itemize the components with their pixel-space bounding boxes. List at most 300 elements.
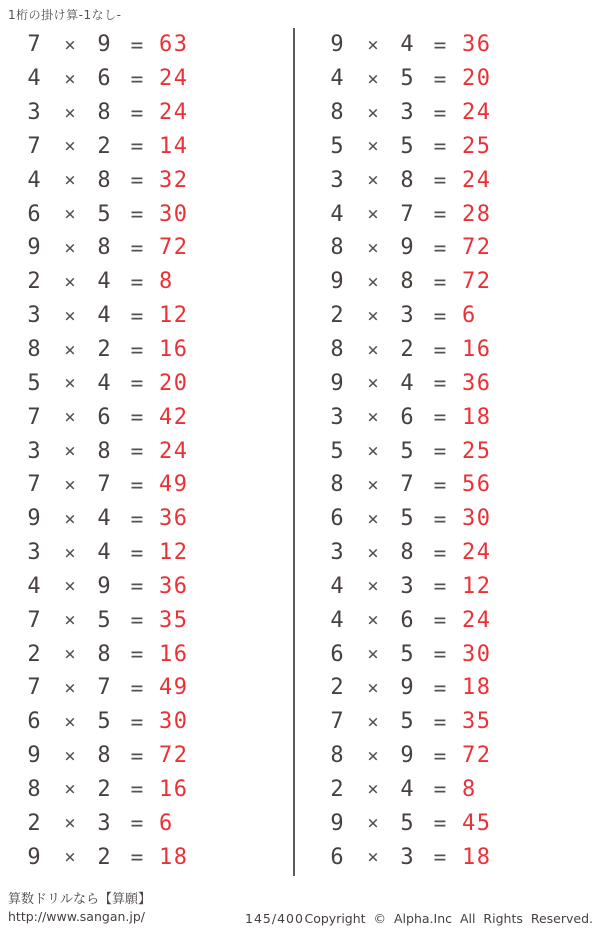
problem-row	[0, 536, 290, 570]
operand-2: 9	[97, 573, 111, 599]
answer: 16	[159, 776, 189, 802]
equals-sign: =	[433, 405, 447, 430]
equals-sign: =	[130, 405, 144, 430]
times-icon: ×	[367, 406, 379, 429]
problem-row	[0, 637, 290, 671]
equals-sign: =	[433, 845, 447, 870]
answer: 72	[159, 743, 189, 769]
operand-1: 8	[330, 337, 344, 363]
operand-1: 2	[27, 269, 41, 295]
equals-sign: =	[130, 811, 144, 836]
equals-sign: =	[130, 675, 144, 700]
operand-1: 6	[330, 641, 344, 667]
operand-1: 9	[330, 370, 344, 396]
operand-2: 4	[97, 370, 111, 396]
problem-row	[303, 671, 593, 705]
times-icon: ×	[367, 812, 379, 835]
operand-2: 4	[400, 32, 414, 58]
operand-2: 7	[97, 472, 111, 498]
equals-sign: =	[433, 371, 447, 396]
problem-row	[303, 705, 593, 739]
answer: 24	[159, 100, 189, 126]
operand-2: 8	[97, 167, 111, 193]
times-icon: ×	[367, 338, 379, 361]
answer: 36	[462, 370, 492, 396]
times-icon: ×	[64, 473, 76, 496]
problem-row	[0, 130, 290, 164]
operand-1: 9	[27, 235, 41, 261]
times-icon: ×	[367, 372, 379, 395]
equals-sign: =	[433, 337, 447, 362]
times-icon: ×	[64, 270, 76, 293]
answer: 18	[462, 844, 492, 870]
problem-row	[303, 536, 593, 570]
problem-row	[303, 366, 593, 400]
problem-row	[303, 806, 593, 840]
equals-sign: =	[130, 100, 144, 125]
equals-sign: =	[433, 269, 447, 294]
footer-site-name: 算数ドリルなら【算願】	[8, 892, 152, 907]
times-icon: ×	[367, 67, 379, 90]
operand-2: 3	[400, 573, 414, 599]
answer: 8	[159, 269, 174, 295]
operand-2: 6	[97, 404, 111, 430]
equals-sign: =	[130, 845, 144, 870]
operand-2: 5	[97, 607, 111, 633]
answer: 25	[462, 438, 492, 464]
equals-sign: =	[130, 540, 144, 565]
operand-1: 7	[27, 675, 41, 701]
operand-2: 3	[400, 844, 414, 870]
problem-row	[0, 299, 290, 333]
operand-1: 7	[330, 709, 344, 735]
operand-2: 5	[400, 641, 414, 667]
operand-1: 2	[330, 776, 344, 802]
equals-sign: =	[130, 303, 144, 328]
operand-2: 3	[97, 810, 111, 836]
operand-2: 8	[400, 269, 414, 295]
operand-2: 8	[97, 438, 111, 464]
answer: 12	[159, 540, 189, 566]
footer-copyright: Copyright © Alpha.Inc All Rights Reserved.	[304, 911, 593, 926]
operand-2: 8	[400, 167, 414, 193]
problem-row	[303, 231, 593, 265]
times-icon: ×	[367, 507, 379, 530]
answer: 20	[159, 370, 189, 396]
problem-row	[303, 163, 593, 197]
operand-2: 8	[97, 641, 111, 667]
answer: 24	[462, 100, 492, 126]
equals-sign: =	[433, 709, 447, 734]
operand-1: 4	[330, 66, 344, 92]
answer: 36	[159, 573, 189, 599]
times-icon: ×	[64, 372, 76, 395]
operand-1: 9	[330, 269, 344, 295]
operand-1: 4	[27, 167, 41, 193]
operand-2: 4	[97, 303, 111, 329]
operand-2: 5	[400, 133, 414, 159]
problem-row	[0, 468, 290, 502]
times-icon: ×	[64, 541, 76, 564]
operand-2: 4	[400, 370, 414, 396]
times-icon: ×	[64, 236, 76, 259]
answer: 24	[462, 607, 492, 633]
operand-1: 9	[27, 844, 41, 870]
operand-1: 3	[27, 100, 41, 126]
equals-sign: =	[433, 777, 447, 802]
problem-row	[0, 62, 290, 96]
times-icon: ×	[64, 575, 76, 598]
problem-row	[303, 502, 593, 536]
problem-row	[0, 603, 290, 637]
answer: 30	[159, 201, 189, 227]
operand-1: 4	[27, 573, 41, 599]
operand-2: 9	[400, 675, 414, 701]
operand-1: 3	[330, 540, 344, 566]
operand-2: 9	[400, 743, 414, 769]
problem-row	[303, 197, 593, 231]
problem-row	[303, 434, 593, 468]
problem-row	[0, 502, 290, 536]
times-icon: ×	[367, 473, 379, 496]
equals-sign: =	[130, 66, 144, 91]
operand-1: 5	[330, 438, 344, 464]
equals-sign: =	[130, 709, 144, 734]
times-icon: ×	[64, 338, 76, 361]
page-title: 1桁の掛け算-1なし-	[8, 8, 122, 22]
operand-2: 9	[400, 235, 414, 261]
times-icon: ×	[367, 710, 379, 733]
answer: 12	[159, 303, 189, 329]
operand-1: 3	[330, 167, 344, 193]
answer: 42	[159, 404, 189, 430]
problem-row	[0, 197, 290, 231]
problem-row	[0, 163, 290, 197]
equals-sign: =	[433, 608, 447, 633]
answer: 20	[462, 66, 492, 92]
times-icon: ×	[64, 135, 76, 158]
answer: 24	[159, 438, 189, 464]
equals-sign: =	[130, 235, 144, 260]
equals-sign: =	[433, 574, 447, 599]
problem-row	[0, 773, 290, 807]
operand-2: 5	[97, 709, 111, 735]
equals-sign: =	[433, 134, 447, 159]
operand-1: 4	[330, 573, 344, 599]
answer: 16	[159, 641, 189, 667]
answer: 72	[159, 235, 189, 261]
problem-row	[0, 400, 290, 434]
operand-1: 9	[27, 743, 41, 769]
answer: 18	[462, 404, 492, 430]
problem-row	[0, 671, 290, 705]
operand-2: 6	[97, 66, 111, 92]
times-icon: ×	[64, 33, 76, 56]
operand-1: 6	[330, 506, 344, 532]
answer: 16	[159, 337, 189, 363]
problem-row	[303, 570, 593, 604]
operand-1: 8	[330, 472, 344, 498]
times-icon: ×	[367, 643, 379, 666]
equals-sign: =	[433, 235, 447, 260]
answer: 8	[462, 776, 477, 802]
operand-2: 2	[97, 133, 111, 159]
operand-2: 4	[97, 506, 111, 532]
problems-column-left	[0, 28, 290, 874]
operand-1: 2	[330, 303, 344, 329]
operand-1: 2	[27, 641, 41, 667]
times-icon: ×	[367, 169, 379, 192]
answer: 45	[462, 810, 492, 836]
answer: 30	[159, 709, 189, 735]
problem-row	[303, 333, 593, 367]
operand-1: 2	[330, 675, 344, 701]
operand-2: 2	[400, 337, 414, 363]
operand-1: 8	[330, 235, 344, 261]
times-icon: ×	[64, 609, 76, 632]
times-icon: ×	[367, 541, 379, 564]
problem-row	[0, 265, 290, 299]
times-icon: ×	[64, 67, 76, 90]
operand-2: 4	[97, 540, 111, 566]
problem-row	[303, 265, 593, 299]
times-icon: ×	[367, 778, 379, 801]
answer: 49	[159, 472, 189, 498]
equals-sign: =	[433, 439, 447, 464]
times-icon: ×	[64, 778, 76, 801]
equals-sign: =	[433, 66, 447, 91]
problem-row	[0, 366, 290, 400]
operand-2: 7	[97, 675, 111, 701]
times-icon: ×	[367, 744, 379, 767]
times-icon: ×	[367, 270, 379, 293]
operand-1: 9	[27, 506, 41, 532]
operand-1: 8	[330, 100, 344, 126]
operand-1: 7	[27, 472, 41, 498]
operand-1: 7	[27, 32, 41, 58]
problem-row	[0, 739, 290, 773]
answer: 24	[462, 540, 492, 566]
answer: 30	[462, 506, 492, 532]
problem-row	[303, 739, 593, 773]
problem-row	[0, 705, 290, 739]
times-icon: ×	[64, 203, 76, 226]
equals-sign: =	[433, 506, 447, 531]
answer: 35	[462, 709, 492, 735]
problem-row	[303, 96, 593, 130]
answer: 36	[462, 32, 492, 58]
operand-1: 7	[27, 607, 41, 633]
times-icon: ×	[367, 135, 379, 158]
equals-sign: =	[433, 811, 447, 836]
times-icon: ×	[64, 440, 76, 463]
equals-sign: =	[130, 202, 144, 227]
equals-sign: =	[130, 608, 144, 633]
equals-sign: =	[433, 303, 447, 328]
operand-2: 5	[400, 709, 414, 735]
operand-2: 5	[400, 438, 414, 464]
problem-row	[303, 400, 593, 434]
problem-row	[0, 434, 290, 468]
operand-1: 7	[27, 404, 41, 430]
operand-2: 7	[400, 472, 414, 498]
equals-sign: =	[130, 134, 144, 159]
answer: 36	[159, 506, 189, 532]
answer: 35	[159, 607, 189, 633]
times-icon: ×	[367, 33, 379, 56]
problem-row	[0, 806, 290, 840]
operand-2: 8	[97, 743, 111, 769]
times-icon: ×	[367, 203, 379, 226]
times-icon: ×	[367, 846, 379, 869]
equals-sign: =	[130, 168, 144, 193]
times-icon: ×	[64, 169, 76, 192]
operand-1: 6	[330, 844, 344, 870]
times-icon: ×	[367, 236, 379, 259]
times-icon: ×	[64, 676, 76, 699]
operand-1: 3	[330, 404, 344, 430]
problem-row	[303, 62, 593, 96]
problem-row	[303, 603, 593, 637]
times-icon: ×	[64, 507, 76, 530]
operand-2: 3	[400, 100, 414, 126]
answer: 56	[462, 472, 492, 498]
times-icon: ×	[367, 304, 379, 327]
operand-2: 5	[97, 201, 111, 227]
column-divider	[293, 28, 295, 876]
times-icon: ×	[367, 575, 379, 598]
operand-1: 8	[27, 337, 41, 363]
equals-sign: =	[433, 540, 447, 565]
operand-1: 8	[330, 743, 344, 769]
problem-row	[0, 333, 290, 367]
answer: 72	[462, 743, 492, 769]
operand-2: 9	[97, 32, 111, 58]
equals-sign: =	[433, 642, 447, 667]
problem-row	[303, 299, 593, 333]
equals-sign: =	[433, 168, 447, 193]
problem-row	[303, 28, 593, 62]
problem-row	[0, 840, 290, 874]
equals-sign: =	[130, 743, 144, 768]
equals-sign: =	[130, 337, 144, 362]
answer: 16	[462, 337, 492, 363]
equals-sign: =	[433, 675, 447, 700]
equals-sign: =	[130, 269, 144, 294]
operand-1: 6	[27, 709, 41, 735]
operand-1: 4	[330, 607, 344, 633]
times-icon: ×	[367, 101, 379, 124]
problem-row	[303, 468, 593, 502]
problem-row	[303, 773, 593, 807]
answer: 6	[462, 303, 477, 329]
times-icon: ×	[64, 101, 76, 124]
problem-row	[0, 570, 290, 604]
operand-1: 5	[330, 133, 344, 159]
operand-1: 9	[330, 32, 344, 58]
problem-row	[303, 637, 593, 671]
answer: 18	[462, 675, 492, 701]
operand-1: 4	[27, 66, 41, 92]
times-icon: ×	[367, 609, 379, 632]
equals-sign: =	[433, 100, 447, 125]
operand-2: 5	[400, 66, 414, 92]
operand-2: 4	[97, 269, 111, 295]
answer: 49	[159, 675, 189, 701]
operand-2: 3	[400, 303, 414, 329]
times-icon: ×	[367, 440, 379, 463]
operand-2: 8	[97, 100, 111, 126]
times-icon: ×	[64, 812, 76, 835]
operand-1: 3	[27, 540, 41, 566]
problem-row	[303, 130, 593, 164]
footer-site-url: http://www.sangan.jp/	[8, 909, 145, 924]
problems-column-right	[303, 28, 593, 874]
times-icon: ×	[64, 710, 76, 733]
equals-sign: =	[130, 574, 144, 599]
problem-row	[0, 231, 290, 265]
operand-1: 3	[27, 438, 41, 464]
operand-2: 5	[400, 810, 414, 836]
operand-2: 2	[97, 844, 111, 870]
times-icon: ×	[64, 643, 76, 666]
answer: 6	[159, 810, 174, 836]
problem-row	[0, 96, 290, 130]
answer: 32	[159, 167, 189, 193]
equals-sign: =	[130, 371, 144, 396]
equals-sign: =	[130, 472, 144, 497]
times-icon: ×	[64, 846, 76, 869]
times-icon: ×	[64, 744, 76, 767]
answer: 14	[159, 133, 189, 159]
operand-1: 7	[27, 133, 41, 159]
answer: 18	[159, 844, 189, 870]
operand-1: 2	[27, 810, 41, 836]
answer: 28	[462, 201, 492, 227]
footer-page-number: 145/400	[245, 911, 304, 926]
equals-sign: =	[130, 439, 144, 464]
operand-1: 6	[27, 201, 41, 227]
answer: 24	[462, 167, 492, 193]
times-icon: ×	[64, 304, 76, 327]
equals-sign: =	[433, 743, 447, 768]
operand-2: 4	[400, 776, 414, 802]
answer: 25	[462, 133, 492, 159]
answer: 12	[462, 573, 492, 599]
times-icon: ×	[64, 406, 76, 429]
equals-sign: =	[433, 32, 447, 57]
equals-sign: =	[433, 202, 447, 227]
operand-1: 9	[330, 810, 344, 836]
equals-sign: =	[130, 506, 144, 531]
operand-1: 5	[27, 370, 41, 396]
answer: 63	[159, 32, 189, 58]
answer: 30	[462, 641, 492, 667]
operand-2: 6	[400, 404, 414, 430]
equals-sign: =	[433, 472, 447, 497]
equals-sign: =	[130, 32, 144, 57]
operand-2: 2	[97, 337, 111, 363]
operand-1: 4	[330, 201, 344, 227]
answer: 24	[159, 66, 189, 92]
answer: 72	[462, 235, 492, 261]
equals-sign: =	[130, 777, 144, 802]
operand-2: 7	[400, 201, 414, 227]
operand-2: 8	[400, 540, 414, 566]
problem-row	[303, 840, 593, 874]
operand-1: 8	[27, 776, 41, 802]
times-icon: ×	[367, 676, 379, 699]
